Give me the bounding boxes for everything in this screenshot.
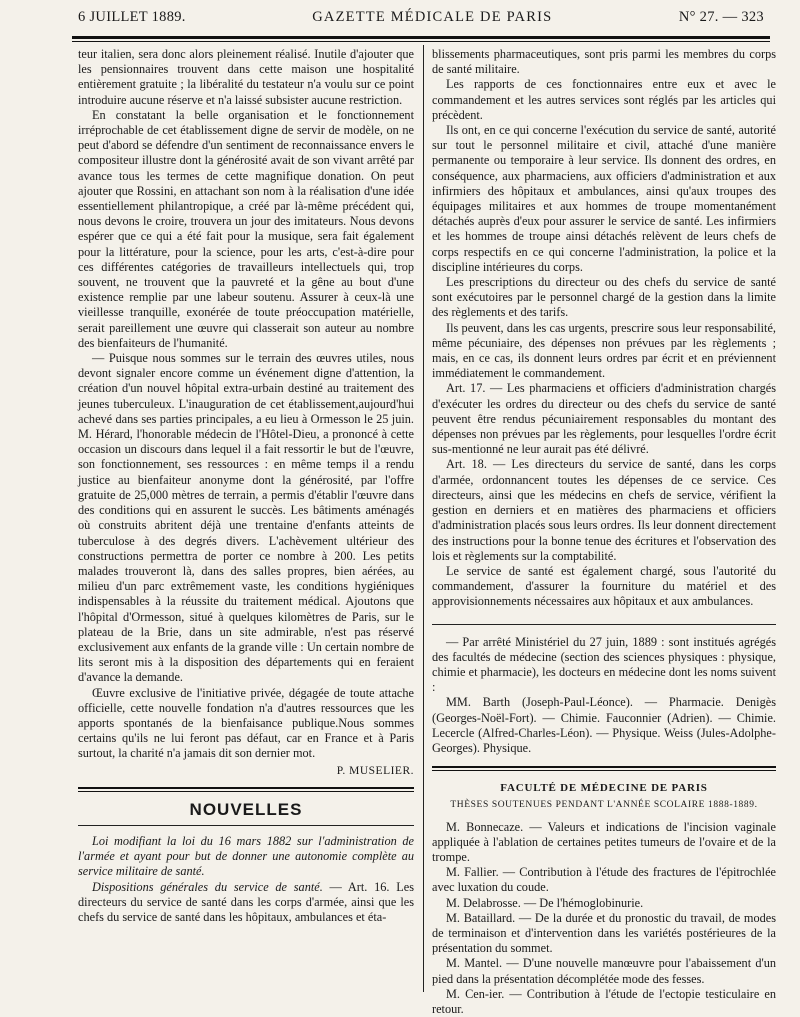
- article-paragraph: teur italien, sera donc alors pleinement réalisé. Inutile d'ajouter que les pensionnaires trouvent dans cette maison une hospitalité entièrement gratuite ; la libéralité du testateur n'a voulu sur ce point introduire aucune réserve et n'a laissé subsister aucune restriction.: [78, 47, 414, 107]
- section-rule: [78, 787, 414, 789]
- left-column: [78, 47, 414, 994]
- article-16-paragraph: [78, 880, 414, 926]
- article-paragraph: Ils ont, en ce qui concerne l'exécution du service de santé, autorité sur tout le personnel militaire et civil, attaché d'une manière permanente ou temporaire à leur service. Ils donnent des ordres, en conséquence, aux pharmaciens, aux officiers d'administration et aux infirmiers des hôpitaux et ambulances, ainsi qu'aux troupes des équipages militaires et aux hommes de troupe momentanément détachés auprès d'eux pour assurer le service de santé. Les infirmiers et les hommes de troupe ainsi détachés relèvent de leurs chefs de corps respectifs en ce qui concerne l'administration, la police et la discipline intérieures du corps.: [432, 123, 776, 274]
- theses-list: [432, 820, 776, 1017]
- article-18-paragraph: Art. 18. — Les directeurs du service de santé, dans les corps d'armée, ordonnancent toutes les dépenses de ce service. Ces directeurs, ainsi que les médecins en chefs de service, vérifient la gestion en derniers et en matières des pharmaciens et officiers d'administration placés sous leurs ordres. Ils leur donnent directement des instructions pour la bonne tenue des écritures et l'observation des lois et règlements sur la comptabilité.: [432, 457, 776, 563]
- column-separator: [423, 45, 424, 992]
- thesis-item: M. Bonnecaze. — Valeurs et indications de l'incision vaginale appliquée à l'ablation de certaines petites tumeurs de l'ovaire et de la trompe.: [432, 819, 776, 864]
- article-paragraph: Œuvre exclusive de l'initiative privée, dégagée de toute attache officielle, cette nouvelle fondation n'a d'autres ressources que les apports spontanés de la bienfaisance publique.Nous sommes certains qu'ils ne lui feront pas défaut, car en France et à Paris surtout, la charité n'a jamais dit son dernier mot.: [78, 685, 414, 761]
- article-paragraph: Le service de santé est également chargé, sous l'autorité du commandement, d'assurer la fourniture du matériel et des approvisionnements nécessaires aux hôpitaux et aux ambulances.: [432, 563, 776, 609]
- law-title: Loi modifiant la loi du 16 mars 1882 sur l'administration de l'armée et ayant pour but de donner une autonomie complète au service militaire de santé.: [78, 833, 414, 879]
- right-column: [432, 47, 776, 1016]
- thesis-item: M. Cen-ier. — Contribution à l'étude de l'ectopie testiculaire en retour.: [432, 986, 776, 1016]
- section-rule: [78, 791, 414, 792]
- header-rule-thin: [72, 41, 770, 42]
- article-paragraph: Les rapports de ces fonctionnaires entre eux et avec le commandement et les autres services sont réglés par les articles qui précèdent.: [432, 77, 776, 122]
- agreges-list: MM. Barth (Joseph-Paul-Léonce). — Pharmacie. Denigès (Georges-Noël-Fort). — Chimie. Fauconnier (Adrien). — Chimie. Lecercle (Alfred-Charles-Léon). — Physique. Weiss (Jules-Adolphe-Georges). Physique.: [432, 695, 776, 755]
- section-rule: [432, 766, 776, 768]
- header-title: GAZETTE MÉDICALE DE PARIS: [312, 9, 553, 25]
- article-paragraph: Ils peuvent, dans les cas urgents, prescrire sous leur responsabilité, même pécuniaire, des dépenses non prévues par les règlements ; mais, en ce cas, ils donnent leurs ordres par écrit et en préviennent immédiatement le commandement.: [432, 320, 776, 381]
- article-paragraph: En constatant la belle organisation et le fonctionnement irréprochable de cet établissement digne de servir de modèle, on ne peut d'abord se défendre d'un sentiment de reconnaissance envers le compositeur illustre dont la générosité avait de son vivant arrêté par avance tous les termes de cette magnifique donation. On peut ajouter que Rossini, en attachant son nom à la réalisation d'une idée essentiellement philantropique, a créé par là-même précédent qui, nous devons le croire, trouvera un jour des imitateurs. Nous devons espérer que ce qui a été fait pour la musique, sera fait également pour la littérature, pour la science, pour les arts, c'est-à-dire pour ces différentes catégories de travailleurs intellectuels qui, trop souvent, ne trouvent que la pauvreté et la gêne au bout d'une existence remplie par une labeur soutenu. Assurer à ceux-là une vieillesse tranquille, exonérée de toute préoccupation matérielle, serait pareillement une œuvre qui classerait son auteur au nombre des bienfaiteurs de l'humanité.: [78, 107, 414, 350]
- heading-rule: [78, 825, 414, 826]
- section-rule: [432, 624, 776, 625]
- article-paragraph: — Puisque nous sommes sur le terrain des œuvres utiles, nous devont signaler encore comme un événement digne d'attention, la création d'un nouvel hôpital extra-urbain destiné au traitement des jeunes tuberculeux. L'inauguration de cet établissement,aujourd'hui achevé dans ses parties principales, a eu lieu à Ormesson le 25 juin. M. Hérard, l'honorable médecin de l'Hôtel-Dieu, a prononcé à cette occasion un discours dans lequel il a fait ressortir le but de l'œuvre, son fonctionnement, ses ressources : en même temps il a rendu justice au bienfaiteur anonyme dont la générosité, par l'offre gratuite de 25,000 mètres de terrain, a permis d'établir l'œuvre dans des conditions qui en assurent le succès. Les bâtiments aménagés où construits abritent déjà une trentaine d'enfants atteints de tuberculose à des degrés divers. L'achèvement ultérieur des constructions permettra de porter ce nombre à 200. Les petits malades trouveront là, dans des salles propres, bien aérées, au milieu d'un parc extrêmement vaste, les conditions hygiéniques indispensables à la réussite du traitement médical. Ajoutons que l'hôpital d'Ormesson, situé à quelques kilomètres de Paris, sur le plateau de la Brie, dans un site admirable, n'est pas réservé exclusivement aux enfants de la grande ville : Un certain nombre de lits seront mis à la disposition des départements qui en feraient d'avance la demande.: [78, 351, 414, 685]
- page-header: [78, 9, 764, 31]
- thesis-item: M. Delabrosse. — De l'hémoglobinurie.: [446, 895, 644, 910]
- nouvelles-heading: NOUVELLES: [189, 799, 303, 819]
- article-16-lead: Dispositions générales du service de santé.: [92, 879, 323, 894]
- header-date: 6 JUILLET 1889.: [78, 9, 186, 25]
- arrete-paragraph: — Par arrêté Ministériel du 27 juin, 1889 : sont institués agrégés des facultés de médecine (section des sciences physiques : physique, chimie et pharmacie), les docteurs en médecine dont les noms suivent :: [432, 634, 776, 695]
- theses-heading: THÈSES SOUTENUES PENDANT L'ANNÉE SCOLAIRE 1888-1889.: [450, 800, 758, 811]
- faculty-heading: FACULTÉ DE MÉDECINE DE PARIS: [500, 782, 708, 795]
- article-paragraph: blissements pharmaceutiques, sont pris parmi les membres du corps de santé militaire.: [432, 47, 776, 77]
- article-signature: P. MUSELIER.: [336, 764, 414, 777]
- article-17-paragraph: Art. 17. — Les pharmaciens et officiers d'administration chargés d'exécuter les ordres du directeur ou des chefs du service de santé peuvent être rendus pécuniairement responsables du montant des dépenses non prévues par les règlements, pour lesquelles l'ordre écrit sus-mentionné ne leur aurait pas été délivré.: [432, 381, 776, 457]
- section-rule: [432, 770, 776, 771]
- header-rule-thick: [72, 36, 770, 39]
- thesis-item: M. Fallier. — Contribution à l'étude des fractures de l'épitrochlée avec luxation du coude.: [432, 865, 776, 895]
- thesis-item: M. Bataillard. — De la durée et du pronostic du travail, de modes de terminaison et d'intervention dans les variétés postérieures de la présentation du sommet.: [432, 910, 776, 956]
- article-16-text: — Art. 16. Les directeurs du service de santé dans les corps d'armée, ainsi que les chefs du service de santé dans les hôpitaux, ambulances et éta-: [78, 879, 414, 924]
- header-page-number: N° 27. — 323: [678, 9, 764, 25]
- thesis-item: M. Mantel. — D'une nouvelle manœuvre pour l'abaissement d'un pied dans la présentation décomplétée mode des fesses.: [432, 956, 776, 986]
- article-paragraph: Les prescriptions du directeur ou des chefs du service de santé sont exécutoires par le personnel chargé de la gestion dans la limite des règlements et des tarifs.: [432, 275, 776, 320]
